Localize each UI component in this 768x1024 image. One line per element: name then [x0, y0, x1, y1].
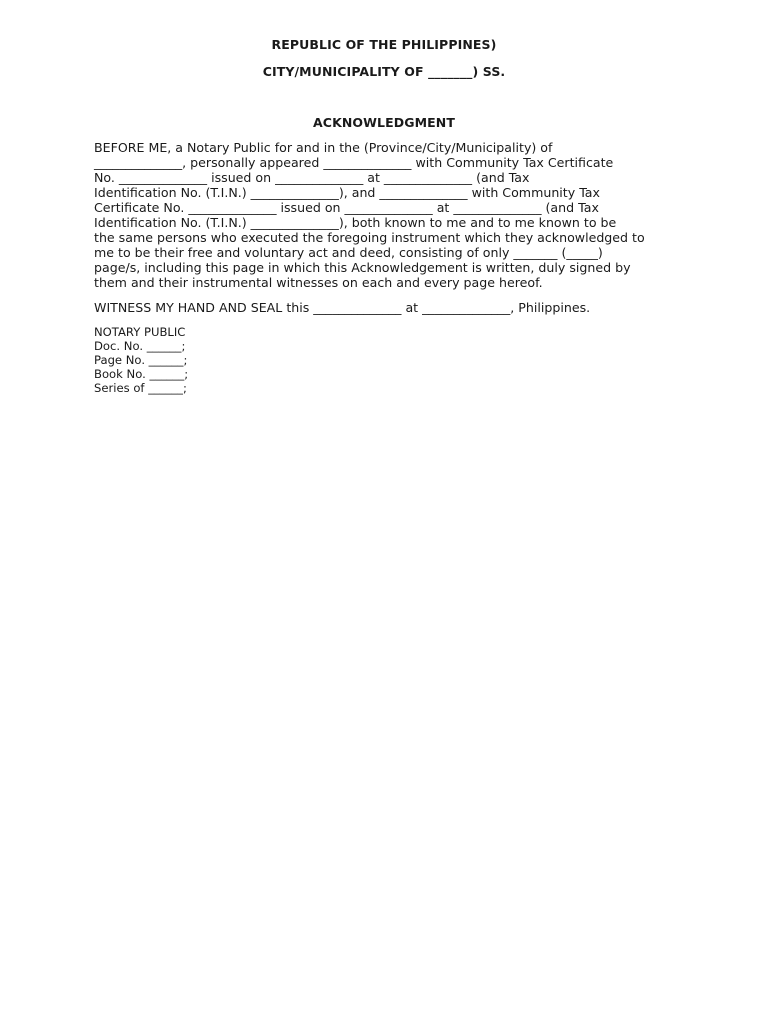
paragraph-line: BEFORE ME, a Notary Public for and in the (Province/City/Municipality) of [94, 140, 553, 155]
paragraph-line: page/s, including this page in which this Acknowledgement is written, duly signed by [94, 260, 631, 275]
paragraph-line: Certificate No. ______________ issued on ______________ at ______________ (and Tax [94, 200, 599, 215]
page-number-field: Page No. ______; [94, 353, 188, 367]
witness-line: WITNESS MY HAND AND SEAL this ______________ at ______________, Philippines. [94, 300, 591, 315]
paragraph-line: Identification No. (T.I.N.) ______________), both known to me and to me known to be [94, 215, 617, 230]
notary-public-label: NOTARY PUBLIC [94, 325, 186, 339]
paragraph-line: the same persons who executed the foregoing instrument which they acknowledged to [94, 230, 645, 245]
heading-republic: REPUBLIC OF THE PHILIPPINES) [271, 37, 497, 52]
paragraph-line: me to be their free and voluntary act and deed, consisting of only _______ (_____) [94, 245, 603, 260]
paragraph-line: them and their instrumental witnesses on each and every page hereof. [94, 275, 543, 290]
series-field: Series of ______; [94, 381, 187, 395]
document-title: ACKNOWLEDGMENT [313, 115, 455, 130]
book-number-field: Book No. ______; [94, 367, 189, 381]
paragraph-line: Identification No. (T.I.N.) ______________), and ______________ with Community Tax [94, 185, 600, 200]
doc-number-field: Doc. No. ______; [94, 339, 186, 353]
heading-city-municipality: CITY/MUNICIPALITY OF _______) SS. [262, 64, 506, 79]
paragraph-line: No. ______________ issued on ______________ at ______________ (and Tax [94, 170, 530, 185]
paragraph-line: ______________, personally appeared ______________ with Community Tax Certificate [94, 155, 614, 170]
